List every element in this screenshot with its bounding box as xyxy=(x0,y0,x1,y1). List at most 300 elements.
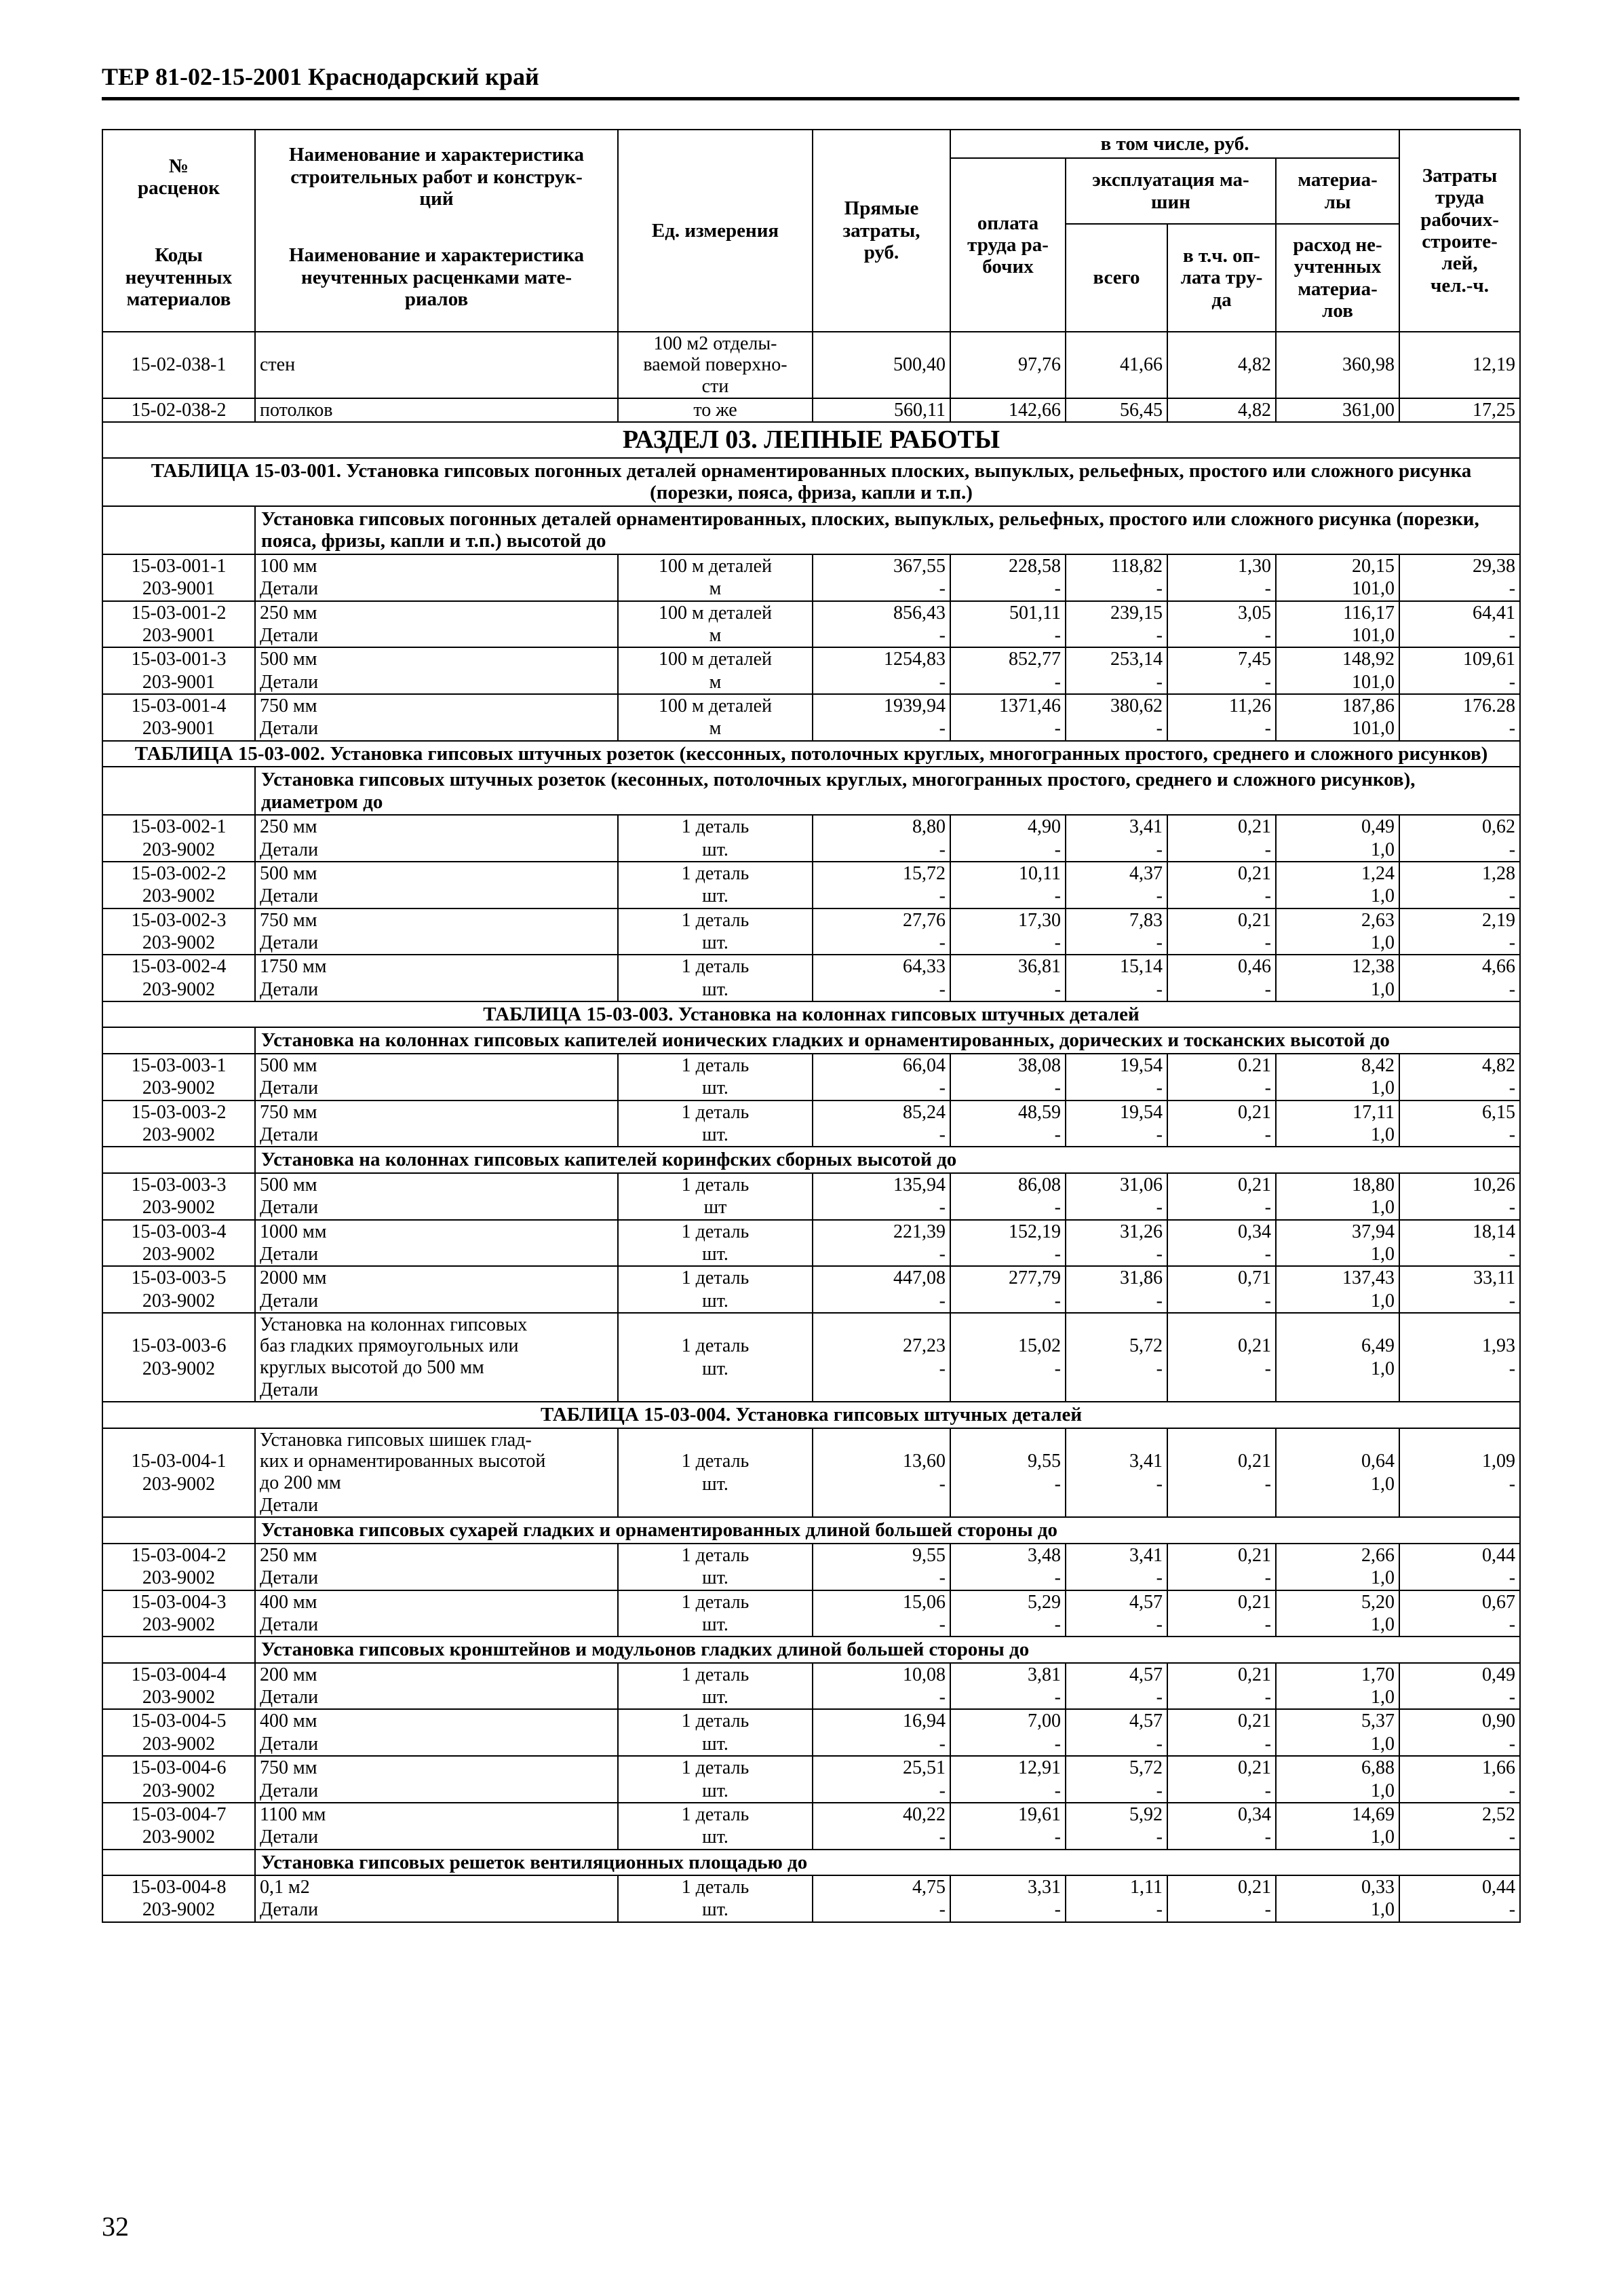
machines-driver-cell xyxy=(1167,1663,1276,1710)
code-cell-line: 15-03-004-8 xyxy=(131,1877,227,1898)
group-blank-cell xyxy=(102,1147,255,1172)
machines-total-cell-line: 4,57 xyxy=(1129,1591,1163,1613)
table-row xyxy=(102,1428,1520,1517)
machines-driver-cell-line: 7,45 xyxy=(1238,649,1271,670)
materials-cell-line: 137,43 xyxy=(1342,1267,1395,1289)
machines-driver-cell-line: 0,21 xyxy=(1238,1664,1271,1685)
materials-cell xyxy=(1276,398,1399,422)
materials-cell xyxy=(1276,1590,1399,1637)
unit-cell-line: шт xyxy=(703,1197,727,1219)
labor-cell xyxy=(1399,1590,1520,1637)
direct-cost-cell xyxy=(813,1875,950,1922)
unit-cell-line: 1 деталь xyxy=(681,1054,750,1076)
unit-cell-line: шт. xyxy=(702,1687,728,1708)
name-cell-line: 500 мм xyxy=(260,649,317,670)
direct-cost-cell xyxy=(813,1054,950,1101)
name-cell-line: Детали xyxy=(260,1124,319,1146)
labor-pay-cell xyxy=(950,1756,1066,1803)
code-cell-line: 15-03-004-4 xyxy=(131,1664,227,1685)
labor-pay-cell-line: 3,48 xyxy=(1028,1544,1061,1566)
name-cell-line: 200 мм xyxy=(260,1664,317,1685)
machines-total-cell-line: - xyxy=(1156,1290,1163,1312)
table-title: ТАБЛИЦА 15-03-003. Установка на колоннах гипсовых штучных деталей xyxy=(102,1001,1520,1027)
unit-cell-line: 1 деталь xyxy=(681,956,750,978)
materials-cell-line: 1,0 xyxy=(1371,1124,1395,1146)
machines-driver-cell-line: 1,30 xyxy=(1238,555,1271,577)
unit-cell-line: 1 деталь xyxy=(681,816,750,838)
table-row xyxy=(102,955,1520,1001)
labor-cell-line: - xyxy=(1509,1077,1516,1099)
code-cell-line: 15-02-038-1 xyxy=(131,354,227,376)
labor-pay-cell-line: 3,81 xyxy=(1028,1664,1061,1685)
group-title: Установка гипсовых сухарей гладких и орнаментированных длиной большей стороны до xyxy=(255,1517,1520,1543)
machines-total-cell-line: 3,41 xyxy=(1129,1451,1163,1472)
labor-pay-cell-line: 152,19 xyxy=(1009,1221,1061,1242)
machines-driver-cell-line: 0,34 xyxy=(1238,1803,1271,1825)
labor-cell xyxy=(1399,398,1520,422)
name-cell xyxy=(255,1709,618,1756)
machines-driver-cell xyxy=(1167,955,1276,1001)
labor-pay-cell-line: - xyxy=(1054,1899,1061,1921)
machines-driver-cell-line: - xyxy=(1264,1243,1271,1265)
machines-total-cell-line: - xyxy=(1156,1613,1163,1635)
code-cell xyxy=(102,862,255,908)
machines-driver-cell-line: 0,71 xyxy=(1238,1267,1271,1289)
direct-cost-cell-line: 13,60 xyxy=(903,1451,946,1472)
unit-cell-line: шт. xyxy=(702,1358,728,1379)
direct-cost-cell-line: 15,06 xyxy=(903,1591,946,1613)
table-row xyxy=(102,694,1520,741)
labor-pay-cell xyxy=(950,398,1066,422)
materials-cell xyxy=(1276,1803,1399,1850)
direct-cost-cell xyxy=(813,908,950,955)
table-title: ТАБЛИЦА 15-03-004. Установка гипсовых штучных деталей xyxy=(102,1402,1520,1428)
name-cell-line: Детали xyxy=(260,978,319,1000)
col-header-unit: Ед. измерения xyxy=(618,130,813,332)
materials-cell-line: 1,24 xyxy=(1361,862,1395,884)
labor-pay-cell-line: - xyxy=(1054,1567,1061,1589)
machines-total-cell-line: 4,37 xyxy=(1129,862,1163,884)
machines-driver-cell xyxy=(1167,1266,1276,1313)
labor-cell xyxy=(1399,332,1520,398)
code-cell xyxy=(102,647,255,694)
direct-cost-cell-line: 16,94 xyxy=(903,1710,946,1732)
labor-cell-line: - xyxy=(1509,1826,1516,1848)
machines-driver-cell-line: 0,21 xyxy=(1238,909,1271,931)
machines-total-cell-line: 5,92 xyxy=(1129,1803,1163,1825)
group-heading xyxy=(102,1517,1520,1543)
code-cell-line: 15-03-002-2 xyxy=(131,862,227,884)
labor-cell xyxy=(1399,1173,1520,1220)
name-cell-line: Детали xyxy=(260,1197,319,1219)
code-cell-line: 203-9002 xyxy=(142,1197,216,1219)
unit-cell xyxy=(618,647,813,694)
labor-cell-line: - xyxy=(1509,1733,1516,1755)
labor-pay-cell xyxy=(950,955,1066,1001)
code-cell-line: 203-9002 xyxy=(142,1077,216,1099)
code-cell xyxy=(102,1544,255,1590)
direct-cost-cell-line: 367,55 xyxy=(893,555,946,577)
page-number: 32 xyxy=(102,2211,129,2242)
machines-driver-cell xyxy=(1167,1101,1276,1147)
table-row xyxy=(102,1266,1520,1313)
unit-cell xyxy=(618,1875,813,1922)
machines-driver-cell-line: 0,21 xyxy=(1238,1544,1271,1566)
code-cell xyxy=(102,1101,255,1147)
code-cell-line: 15-03-002-4 xyxy=(131,956,227,978)
machines-total-cell xyxy=(1066,398,1167,422)
code-cell-line: 203-9001 xyxy=(142,718,216,740)
materials-cell-line: 37,94 xyxy=(1352,1221,1395,1242)
code-cell-line: 203-9002 xyxy=(142,885,216,907)
machines-total-cell-line: 4,57 xyxy=(1129,1710,1163,1732)
table-row xyxy=(102,647,1520,694)
name-cell-line: Детали xyxy=(260,1733,319,1755)
machines-total-cell xyxy=(1066,601,1167,648)
group-title: Установка на колоннах гипсовых капителей коринфских сборных высотой до xyxy=(255,1147,1520,1172)
labor-cell-line: - xyxy=(1509,932,1516,953)
labor-cell-line: - xyxy=(1509,1899,1516,1921)
labor-cell xyxy=(1399,955,1520,1001)
machines-total-cell-line: - xyxy=(1156,1899,1163,1921)
code-cell-line: 15-03-002-3 xyxy=(131,909,227,931)
materials-cell-line: 1,0 xyxy=(1371,1613,1395,1635)
labor-cell-line: - xyxy=(1509,1243,1516,1265)
materials-cell-line: 1,0 xyxy=(1371,932,1395,953)
name-cell-line: 1100 мм xyxy=(260,1803,326,1825)
name-cell-line: 400 мм xyxy=(260,1710,317,1732)
machines-driver-cell-line: - xyxy=(1264,1124,1271,1146)
labor-pay-cell xyxy=(950,1875,1066,1922)
labor-cell-line: 12,19 xyxy=(1473,354,1516,376)
unit-cell xyxy=(618,1663,813,1710)
unit-cell xyxy=(618,1266,813,1313)
machines-driver-cell xyxy=(1167,601,1276,648)
machines-total-cell xyxy=(1066,815,1167,862)
name-cell-line: 0,1 м2 xyxy=(260,1877,310,1898)
materials-cell xyxy=(1276,1709,1399,1756)
unit-cell xyxy=(618,955,813,1001)
machines-driver-cell-line: 0,21 xyxy=(1238,1710,1271,1732)
table-row xyxy=(102,1803,1520,1850)
machines-total-cell-line: 5,72 xyxy=(1129,1335,1163,1357)
labor-cell-line: - xyxy=(1509,1290,1516,1312)
machines-total-cell xyxy=(1066,1428,1167,1517)
direct-cost-cell-line: - xyxy=(939,1077,946,1099)
name-cell xyxy=(255,1544,618,1590)
labor-cell-line: - xyxy=(1509,671,1516,693)
code-cell-line: 203-9002 xyxy=(142,1899,216,1921)
materials-cell-line: 101,0 xyxy=(1352,578,1395,600)
machines-driver-cell-line: - xyxy=(1264,1567,1271,1589)
unit-cell xyxy=(618,1709,813,1756)
name-cell-line: 500 мм xyxy=(260,862,317,884)
labor-pay-cell-line: 86,08 xyxy=(1018,1174,1061,1195)
unit-cell-line: м xyxy=(709,624,722,646)
machines-driver-cell-line: 0,21 xyxy=(1238,1101,1271,1123)
materials-cell xyxy=(1276,332,1399,398)
machines-driver-cell-line: - xyxy=(1264,1780,1271,1801)
labor-pay-cell-line: 7,00 xyxy=(1028,1710,1061,1732)
machines-driver-cell xyxy=(1167,554,1276,601)
direct-cost-cell xyxy=(813,815,950,862)
machines-total-cell-line: - xyxy=(1156,1567,1163,1589)
table-heading xyxy=(102,741,1520,767)
code-cell xyxy=(102,554,255,601)
unit-cell-line: м xyxy=(709,718,722,740)
direct-cost-cell-line: 4,75 xyxy=(912,1877,946,1898)
machines-total-cell-line: 1,11 xyxy=(1130,1877,1163,1898)
code-cell-line: 203-9001 xyxy=(142,578,216,600)
machines-driver-cell xyxy=(1167,862,1276,908)
machines-driver-cell-line: - xyxy=(1264,1077,1271,1099)
machines-total-cell xyxy=(1066,1875,1167,1922)
labor-pay-cell-line: 36,81 xyxy=(1018,956,1061,978)
unit-cell xyxy=(618,1756,813,1803)
labor-pay-cell-line: - xyxy=(1054,624,1061,646)
direct-cost-cell-line: 27,23 xyxy=(903,1335,946,1357)
direct-cost-cell-line: 85,24 xyxy=(903,1101,946,1123)
labor-cell xyxy=(1399,908,1520,955)
labor-cell xyxy=(1399,1266,1520,1313)
name-cell-line: Детали xyxy=(260,578,319,600)
direct-cost-cell-line: - xyxy=(939,1243,946,1265)
code-cell-line: 15-03-004-1 xyxy=(131,1451,227,1472)
unit-cell-line: м xyxy=(709,578,722,600)
labor-pay-cell-line: - xyxy=(1054,839,1061,860)
labor-pay-cell-line: 142,66 xyxy=(1009,400,1061,421)
unit-cell-line: 1 деталь xyxy=(681,1664,750,1685)
labor-pay-cell-line: - xyxy=(1054,932,1061,953)
labor-cell-line: 64,41 xyxy=(1473,602,1516,624)
labor-cell xyxy=(1399,694,1520,741)
name-cell-line: Детали xyxy=(260,839,319,860)
machines-total-cell xyxy=(1066,1266,1167,1313)
labor-cell-line: - xyxy=(1509,978,1516,1000)
labor-cell xyxy=(1399,647,1520,694)
table-heading xyxy=(102,1402,1520,1428)
machines-total-cell-line: 118,82 xyxy=(1111,555,1163,577)
labor-pay-cell-line: 9,55 xyxy=(1028,1451,1061,1472)
name-cell-line: Детали xyxy=(260,1899,319,1921)
name-cell-line: Детали xyxy=(260,1567,319,1589)
unit-cell xyxy=(618,815,813,862)
materials-cell xyxy=(1276,1428,1399,1517)
name-cell xyxy=(255,332,618,398)
materials-cell-line: 1,0 xyxy=(1371,1473,1395,1495)
machines-total-cell-line: - xyxy=(1156,1197,1163,1219)
materials-cell xyxy=(1276,815,1399,862)
machines-driver-cell-line: 4,82 xyxy=(1238,354,1271,376)
materials-cell xyxy=(1276,955,1399,1001)
direct-cost-cell-line: - xyxy=(939,1780,946,1801)
section-heading xyxy=(102,422,1520,458)
machines-driver-cell-line: 0,21 xyxy=(1238,1174,1271,1195)
table-row xyxy=(102,1756,1520,1803)
labor-pay-cell-line: 10,11 xyxy=(1019,862,1061,884)
direct-cost-cell-line: 1254,83 xyxy=(884,649,946,670)
labor-pay-cell-line: - xyxy=(1054,1780,1061,1801)
labor-cell-line: 2,19 xyxy=(1482,909,1516,931)
machines-driver-cell xyxy=(1167,1544,1276,1590)
direct-cost-cell-line: 560,11 xyxy=(894,400,946,421)
labor-cell-line: 4,66 xyxy=(1482,956,1516,978)
direct-cost-cell xyxy=(813,601,950,648)
machines-total-cell-line: 7,83 xyxy=(1129,909,1163,931)
code-cell-line: 15-03-003-4 xyxy=(131,1221,227,1242)
code-cell-line: 15-03-003-2 xyxy=(131,1101,227,1123)
labor-pay-cell xyxy=(950,908,1066,955)
direct-cost-cell-line: 9,55 xyxy=(912,1544,946,1566)
machines-total-cell-line: - xyxy=(1156,1687,1163,1708)
name-cell xyxy=(255,554,618,601)
materials-cell xyxy=(1276,1220,1399,1267)
materials-cell xyxy=(1276,694,1399,741)
unit-cell-line: 100 м деталей xyxy=(658,695,773,717)
labor-cell xyxy=(1399,1663,1520,1710)
machines-driver-cell-line: - xyxy=(1264,624,1271,646)
machines-total-cell xyxy=(1066,1313,1167,1402)
labor-pay-cell xyxy=(950,694,1066,741)
materials-cell xyxy=(1276,1173,1399,1220)
materials-cell-line: 5,37 xyxy=(1361,1710,1395,1732)
materials-cell-line: 1,0 xyxy=(1371,1733,1395,1755)
code-cell xyxy=(102,332,255,398)
machines-total-cell-line: 3,41 xyxy=(1129,816,1163,838)
unit-cell-line: шт. xyxy=(702,1826,728,1848)
labor-cell-line: 0,67 xyxy=(1482,1591,1516,1613)
labor-pay-cell-line: - xyxy=(1054,1473,1061,1495)
col-header-code-top: № расценок xyxy=(102,130,255,224)
materials-cell-line: 1,0 xyxy=(1371,1358,1395,1379)
table-body xyxy=(102,332,1520,1922)
machines-total-cell-line: 239,15 xyxy=(1110,602,1163,624)
group-heading xyxy=(102,1850,1520,1875)
labor-cell-line: 1,93 xyxy=(1482,1335,1516,1357)
direct-cost-cell-line: 135,94 xyxy=(893,1174,946,1195)
machines-total-cell-line: 15,14 xyxy=(1120,956,1163,978)
labor-pay-cell-line: 1371,46 xyxy=(999,695,1061,717)
code-cell-line: 203-9002 xyxy=(142,1124,216,1146)
materials-cell-line: 1,0 xyxy=(1371,978,1395,1000)
code-cell-line: 203-9002 xyxy=(142,1733,216,1755)
col-header-machines-total: всего xyxy=(1066,224,1167,332)
table-row xyxy=(102,1101,1520,1147)
unit-cell xyxy=(618,601,813,648)
labor-pay-cell xyxy=(950,554,1066,601)
machines-driver-cell-line: 0,21 xyxy=(1238,816,1271,838)
name-cell xyxy=(255,908,618,955)
labor-pay-cell-line: - xyxy=(1054,1124,1061,1146)
materials-cell-line: 1,0 xyxy=(1371,1077,1395,1099)
machines-total-cell xyxy=(1066,647,1167,694)
materials-cell-line: 2,63 xyxy=(1361,909,1395,931)
direct-cost-cell-line: 221,39 xyxy=(893,1221,946,1242)
name-cell-line: Детали xyxy=(260,1495,319,1516)
materials-cell xyxy=(1276,647,1399,694)
unit-cell-line: 1 деталь xyxy=(681,1335,750,1357)
unit-cell-line: шт. xyxy=(702,1899,728,1921)
labor-cell xyxy=(1399,1313,1520,1402)
labor-cell xyxy=(1399,1101,1520,1147)
labor-pay-cell xyxy=(950,647,1066,694)
labor-pay-cell xyxy=(950,1709,1066,1756)
direct-cost-cell-line: - xyxy=(939,978,946,1000)
col-header-incl: в том числе, руб. xyxy=(950,130,1399,158)
direct-cost-cell xyxy=(813,862,950,908)
materials-cell-line: 360,98 xyxy=(1342,354,1395,376)
table-title: ТАБЛИЦА 15-03-001. Установка гипсовых погонных деталей орнаментированных плоских, выпуклых, рельефных, простого или сложного рисунка (порезки, пояса, фриза, капли и т.п.) xyxy=(102,458,1520,506)
machines-driver-cell-line: - xyxy=(1264,1613,1271,1635)
machines-driver-cell xyxy=(1167,398,1276,422)
labor-cell xyxy=(1399,815,1520,862)
labor-cell-line: - xyxy=(1509,1780,1516,1801)
machines-total-cell xyxy=(1066,908,1167,955)
direct-cost-cell xyxy=(813,1101,950,1147)
name-cell-line: 750 мм xyxy=(260,1757,317,1779)
machines-total-cell-line: - xyxy=(1156,671,1163,693)
group-title: Установка гипсовых штучных розеток (кесонных, потолочных круглых, многогранных простого, среднего и сложного рисунков), диаметром до xyxy=(255,767,1520,815)
code-cell-line: 15-03-004-3 xyxy=(131,1591,227,1613)
labor-pay-cell-line: - xyxy=(1054,1733,1061,1755)
labor-pay-cell xyxy=(950,862,1066,908)
machines-driver-cell-line: - xyxy=(1264,718,1271,740)
labor-pay-cell-line: 5,29 xyxy=(1028,1591,1061,1613)
name-cell xyxy=(255,1875,618,1922)
group-heading xyxy=(102,1637,1520,1662)
code-cell-line: 203-9002 xyxy=(142,1826,216,1848)
labor-pay-cell-line: - xyxy=(1054,1197,1061,1219)
labor-cell xyxy=(1399,1220,1520,1267)
name-cell-line: Детали xyxy=(260,624,319,646)
unit-cell xyxy=(618,1220,813,1267)
table-row xyxy=(102,1173,1520,1220)
labor-pay-cell-line: 19,61 xyxy=(1018,1803,1061,1825)
name-cell xyxy=(255,398,618,422)
col-header-machines-driver: в т.ч. оп- лата тру- да xyxy=(1167,224,1276,332)
materials-cell-line: 1,0 xyxy=(1371,1243,1395,1265)
machines-total-cell-line: - xyxy=(1156,624,1163,646)
name-cell xyxy=(255,1101,618,1147)
labor-pay-cell-line: - xyxy=(1054,1243,1061,1265)
name-cell-line: Детали xyxy=(260,1613,319,1635)
machines-driver-cell-line: 0,46 xyxy=(1238,956,1271,978)
direct-cost-cell-line: 15,72 xyxy=(903,862,946,884)
direct-cost-cell-line: 500,40 xyxy=(893,354,946,376)
direct-cost-cell xyxy=(813,1173,950,1220)
unit-cell-line: 1 деталь xyxy=(681,1591,750,1613)
table-row xyxy=(102,1220,1520,1267)
machines-driver-cell xyxy=(1167,694,1276,741)
name-cell xyxy=(255,862,618,908)
materials-cell-line: 2,66 xyxy=(1361,1544,1395,1566)
machines-total-cell-line: - xyxy=(1156,1124,1163,1146)
machines-total-cell xyxy=(1066,1756,1167,1803)
machines-driver-cell-line: - xyxy=(1264,1473,1271,1495)
direct-cost-cell-line: - xyxy=(939,1567,946,1589)
labor-cell-line: 10,26 xyxy=(1473,1174,1516,1195)
labor-pay-cell-line: 852,77 xyxy=(1009,649,1061,670)
name-cell xyxy=(255,1313,618,1402)
machines-total-cell xyxy=(1066,1220,1167,1267)
unit-cell xyxy=(618,1101,813,1147)
machines-driver-cell xyxy=(1167,1709,1276,1756)
labor-cell xyxy=(1399,554,1520,601)
col-header-materials: материа- лы xyxy=(1276,158,1399,224)
direct-cost-cell-line: 8,80 xyxy=(912,816,946,838)
materials-cell-line: 1,0 xyxy=(1371,1899,1395,1921)
name-cell xyxy=(255,1803,618,1850)
